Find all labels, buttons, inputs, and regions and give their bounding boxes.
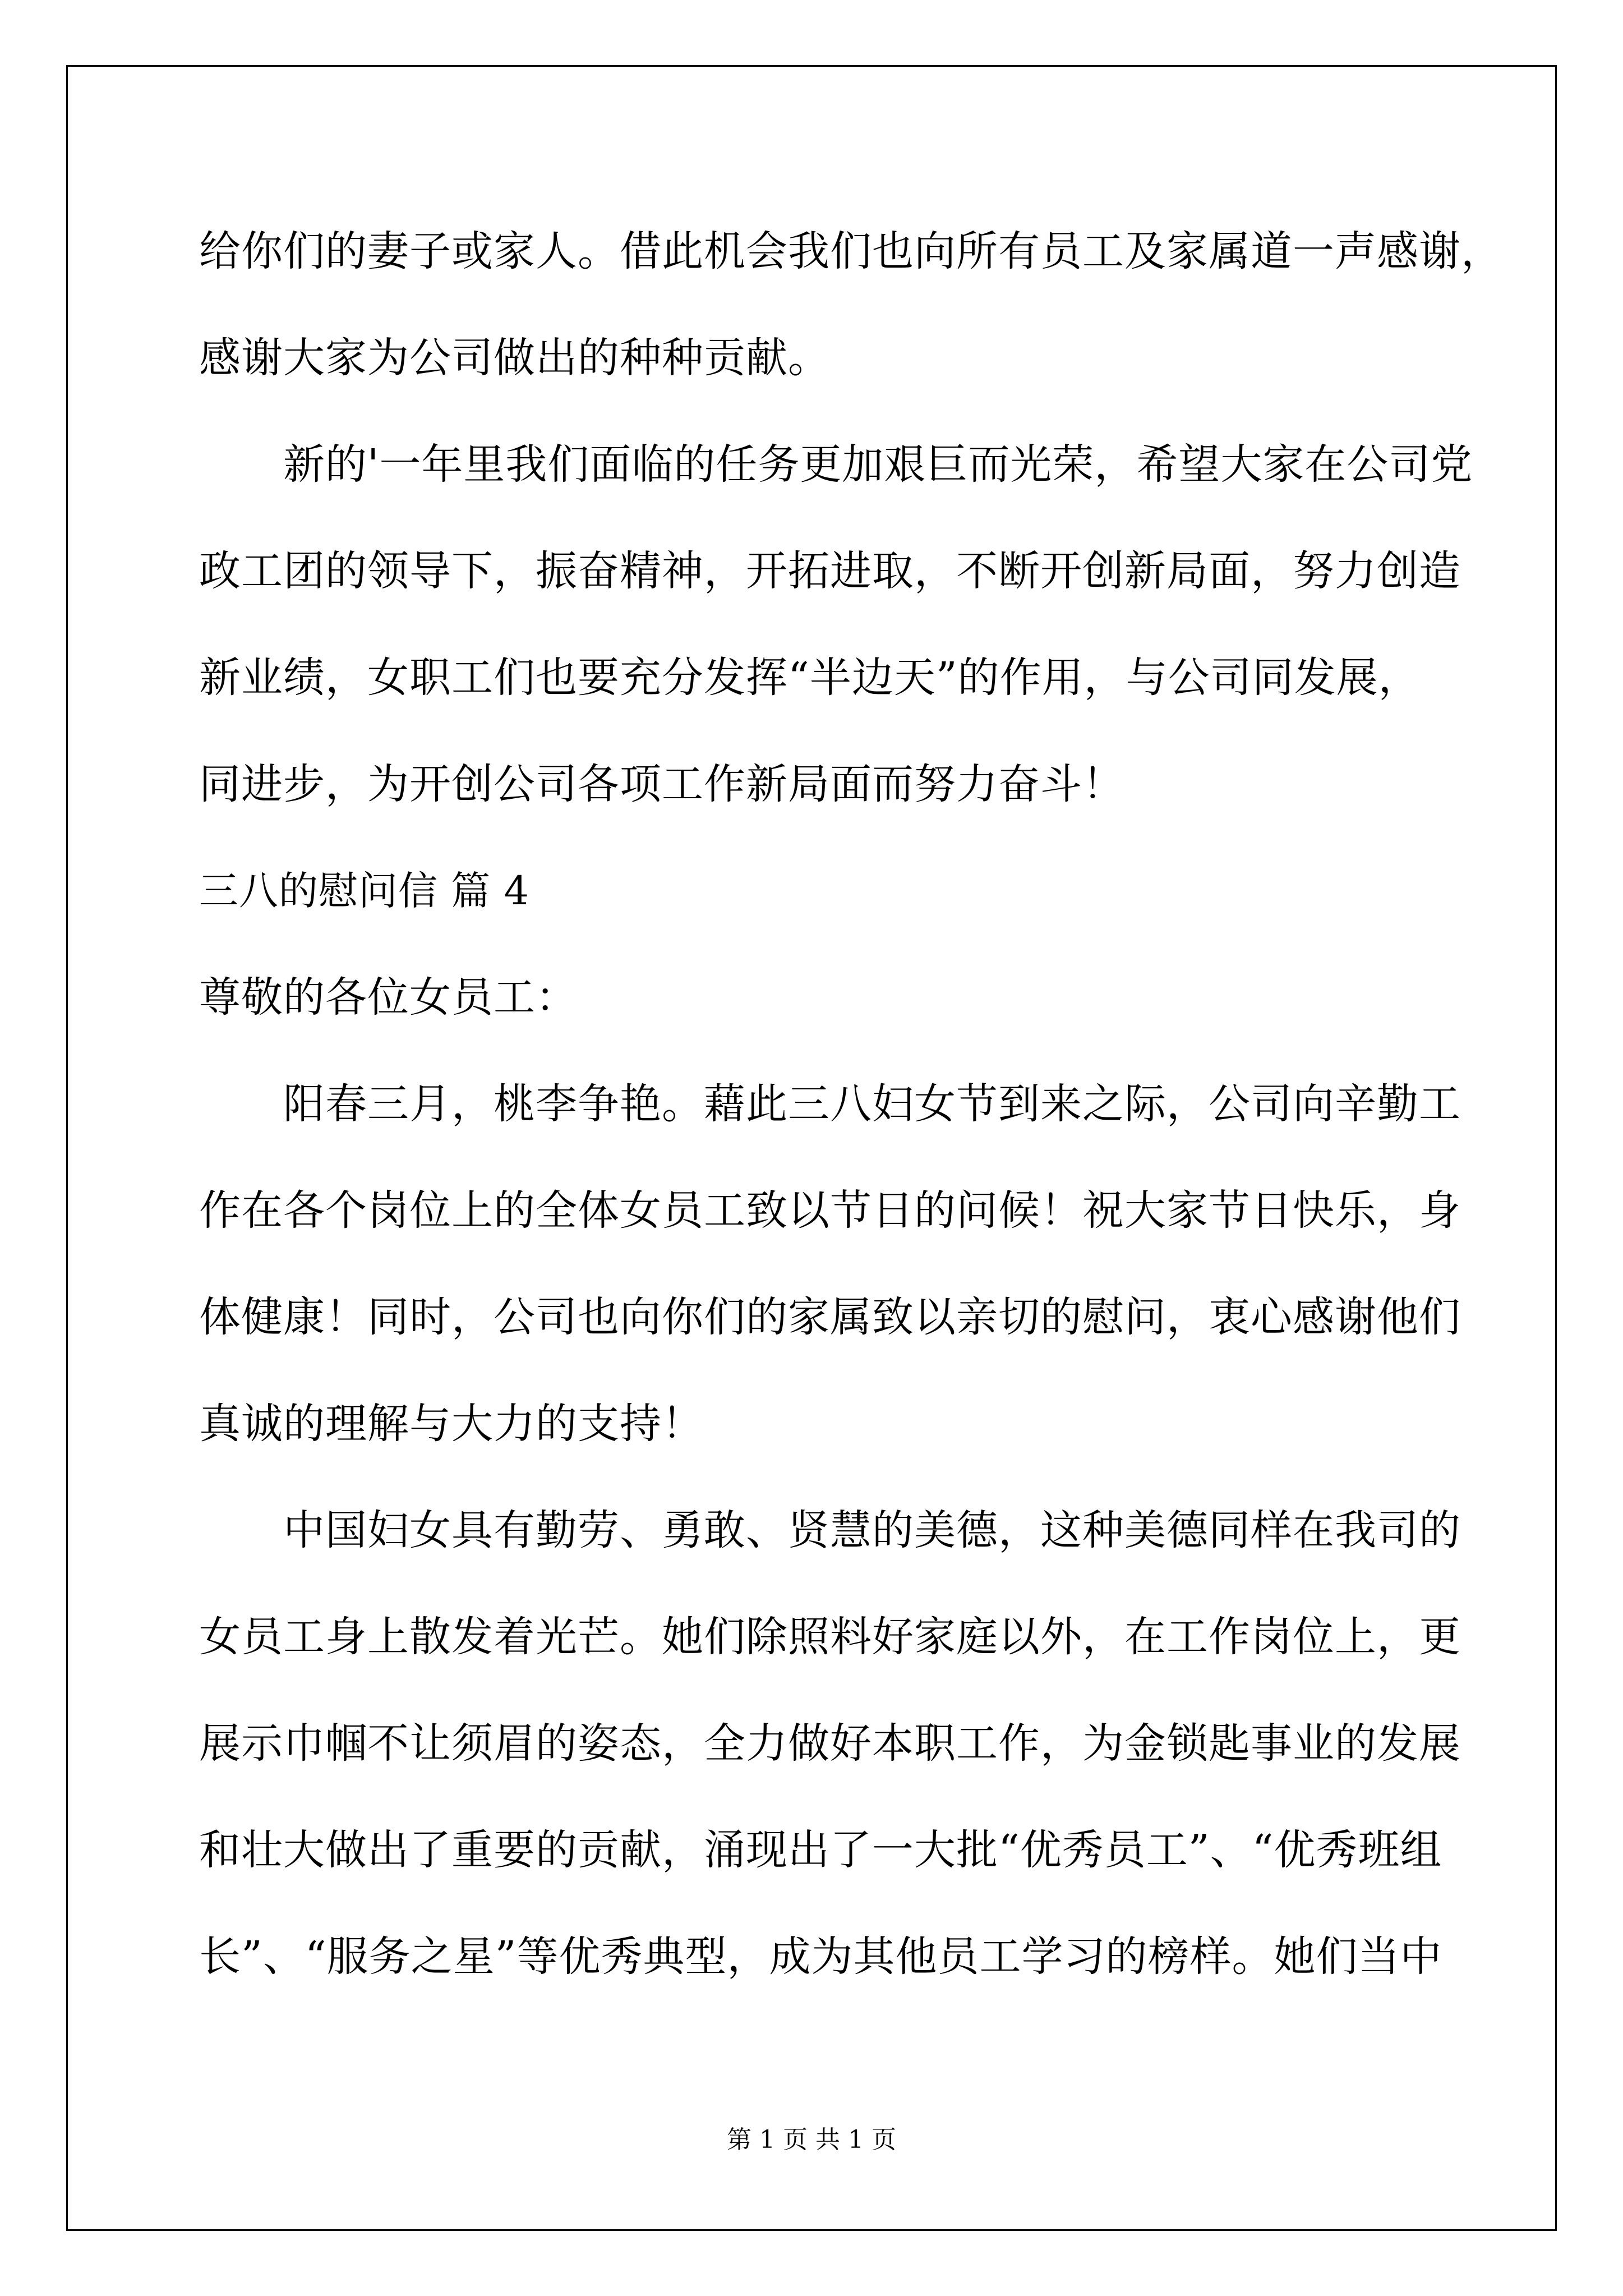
text-line: 同进步，为开创公司各项工作新局面而努力奋斗！ [199, 760, 1124, 808]
text-line: 感谢大家为公司做出的种种贡献。 [199, 334, 830, 382]
text-line: 作在各个岗位上的全体女员工致以节日的问候！祝大家节日快乐，身 [199, 1186, 1461, 1235]
text-line: 真诚的理解与大力的支持！ [199, 1400, 704, 1448]
salutation: 尊敬的各位女员工： [199, 973, 578, 1022]
text-line: 新业绩，女职工们也要充分发挥“半边天”的作用，与公司同发展， [199, 654, 1421, 702]
page-border [66, 65, 1557, 2231]
text-line: 和壮大做出了重要的贡献，涌现出了一大批“优秀员工”、“优秀班组 [199, 1826, 1442, 1874]
text-line: 体健康！同时，公司也向你们的家属致以亲切的慰问，衷心感谢他们 [199, 1293, 1461, 1341]
text-line: 新的'一年里我们面临的任务更加艰巨而光荣，希望大家在公司党 [283, 440, 1473, 489]
text-line: 展示巾帼不让须眉的姿态，全力做好本职工作，为金锁匙事业的发展 [199, 1719, 1461, 1768]
page-footer: 第 1 页 共 1 页 [727, 2125, 896, 2154]
text-line: 给你们的妻子或家人。借此机会我们也向所有员工及家属道一声感谢， [199, 227, 1503, 275]
section-heading: 三八的慰问信 篇 4 [199, 868, 530, 914]
text-line: 长”、“服务之星”等优秀典型，成为其他员工学习的榜样。她们当中 [199, 1932, 1442, 1981]
text-line: 政工团的领导下，振奋精神，开拓进取，不断开创新局面，努力创造 [199, 547, 1461, 595]
text-line: 中国妇女具有勤劳、勇敢、贤慧的美德，这种美德同样在我司的 [283, 1506, 1461, 1554]
text-line: 阳春三月，桃李争艳。藉此三八妇女节到来之际，公司向辛勤工 [283, 1080, 1461, 1128]
text-line: 女员工身上散发着光芒。她们除照料好家庭以外，在工作岗位上，更 [199, 1613, 1461, 1661]
